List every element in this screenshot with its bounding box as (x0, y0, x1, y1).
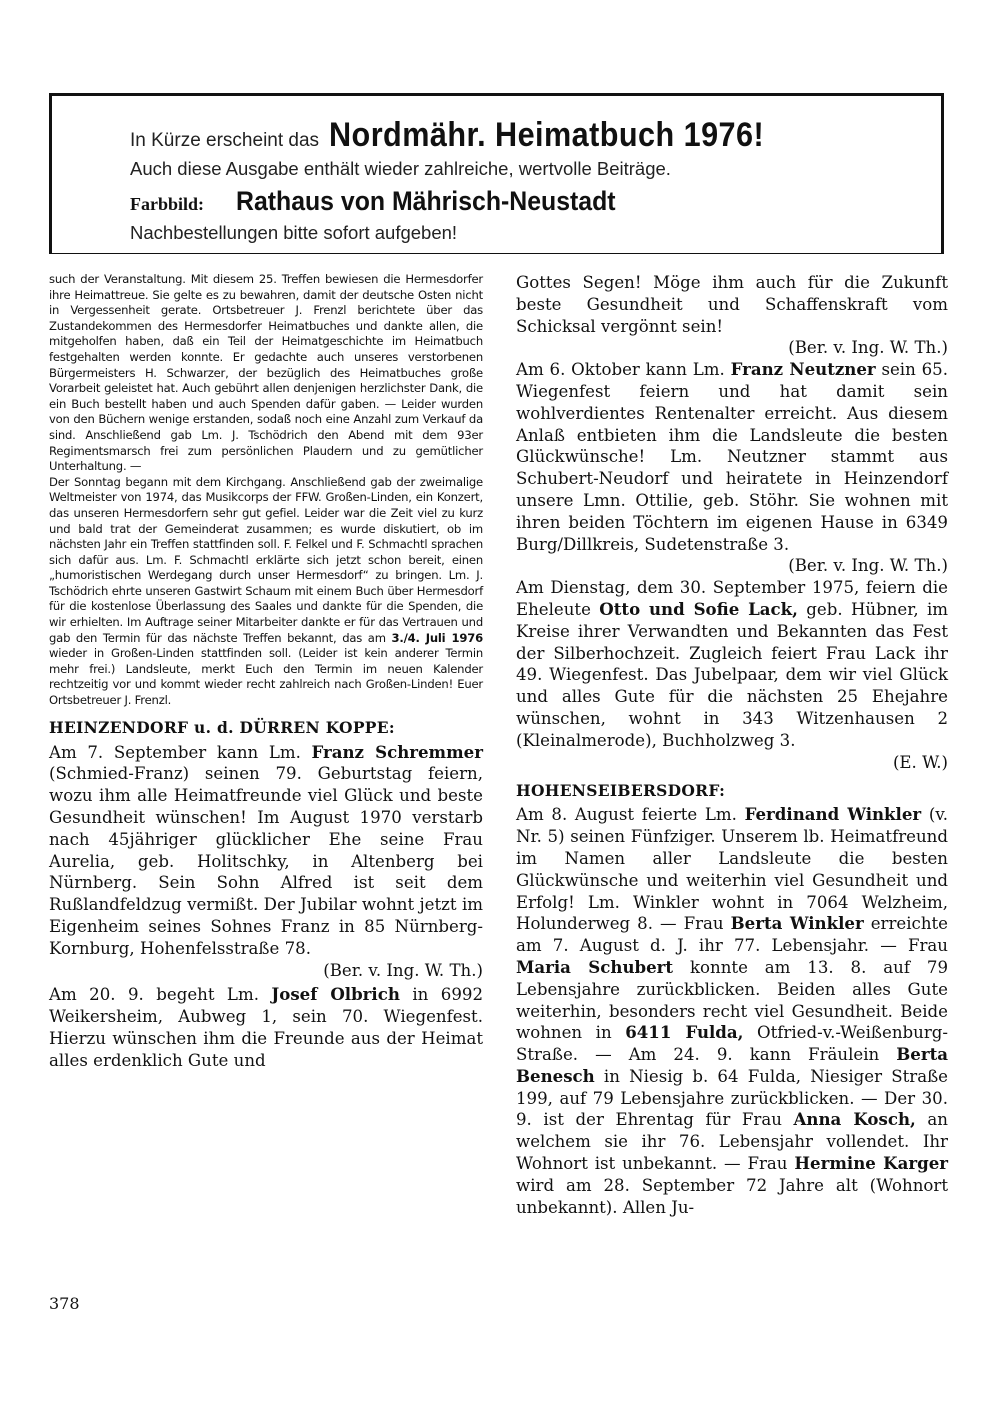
hermesdorf-report (49, 272, 483, 709)
left-column (49, 272, 483, 1072)
text-run: Otfried-v.-Weißenburg-Straße. — Am 24. 9. kann Fräulein (516, 1023, 948, 1065)
person-name: Otto und Sofie Lack, (599, 598, 798, 619)
person-name: Franz Neutzner (730, 359, 876, 380)
text-run: konnte am 13. 8. auf 79 Lebensjahre zurückblicken. Beiden alles Gute weiterhin, besonders recht viel Gesundheit. Beide wohnen in (516, 957, 948, 1043)
meeting-date: 3./4. Juli 1976 (391, 630, 483, 645)
person-name: Maria Schubert (516, 956, 674, 977)
text-run: an welchem sie ihr 76. Lebensjahr vollendet. Ihr Wohnort ist unbekannt. — Frau (516, 1110, 948, 1174)
article-paragraph: such der Veranstaltung. Mit diesem 25. Treffen bewiesen die Hermesdorfer ihre Heimattreue. Sie gelte es zu bewahren, damit der deutsche Osten nicht in Vergessenheit gerate. Ortsbetreuer J. Frenzl berichtete über das Zustandekommen des Hermesdorfer Heimatbuches und dankte allen, die mitgeholfen haben, daß ein Teil der Heimatgeschichte im Heimatbuch festgehalten werden konnte. Er gedachte auch unseres verstorbenen Bürgermeisters H. Schwarzer, der bezüglich des Heimatbuches große Vorarbeit geleistet hat. Auch gebührt allen denjenigen herzlichster Dank, die ein Buch bestellt haben und auch Spenden dafür gaben. — Leider wurden von den Büchern wenige erstanden, sodaß noch eine Anzahl zum Verkauf da sind. Anschließend gab Lm. J. Tschödrich den Abend mit dem 93er Regimentsmarsch frei zum persönlichen Plaudern und zu gemütlicher Unterhaltung. — (49, 272, 483, 474)
person-name: Berta Benesch (516, 1044, 948, 1086)
person-name: Hermine Karger (794, 1153, 948, 1174)
birthday-announcements (516, 272, 948, 773)
text-run: Am 6. Oktober kann Lm. (516, 360, 725, 380)
person-name: Ferdinand Winkler (744, 804, 922, 825)
article-paragraph (516, 804, 948, 1218)
person-name: Anna Kosch, (793, 1109, 916, 1130)
article-paragraph (49, 475, 483, 709)
text-run: wieder in Großen-Linden stattfinden soll. (Leider ist kein anderer Termin mehr frei.) Landsleute, merkt Euch den Termin im neuen Kalender rechtzeitig vor und kommt wieder recht zahlreich nach Großen-Linden! Euer Ortsbetreuer J. Frenzl. (49, 646, 483, 708)
text-run: sein 65. Wiegenfest feiern und hat damit sein wohlverdientes Rentenalter erreicht. Aus diesem Anlaß entbieten ihm die Landsleute die besten Glückwünsche! Lm. Neutzner stammt aus Schubert-Neudorf und heiratete in Heinzendorf unsere Lmn. Ottilie, geb. Stöhr. Sie wohnen mit ihren beiden Töchtern im eigenen Hause in 6349 Burg/Dillkreis, Sudetenstraße 3. (516, 360, 948, 554)
text-run: Am Dienstag, dem 30. September 1975, feiern die Eheleute (516, 578, 948, 619)
text-run: Am 20. 9. begeht Lm. (49, 985, 259, 1005)
ad-reorder-note: Nachbestellungen bitte sofort aufgeben! (130, 222, 458, 243)
report-credit: (E. W.) (892, 752, 948, 772)
text-run: erreichte am 7. August d. J. ihr 77. Lebensjahr. — Frau (516, 914, 948, 956)
address: 6411 Fulda, (625, 1022, 744, 1043)
book-advertisement-box (49, 93, 944, 253)
article-paragraph (49, 742, 483, 960)
text-run: in Niesig b. 64 Fulda, Niesiger Straße 199, auf 79 Lebensjahre zurückblicken. — Der 30. 9. ist der Ehrentag für Frau (516, 1066, 948, 1130)
ad-color-image-title: Rathaus von Mährisch-Neustadt (236, 186, 616, 216)
ad-headline-row (130, 116, 813, 155)
text-run: in 6992 Weikersheim, Aubweg 1, sein 70. Wiegenfest. Hierzu wünschen ihm die Freunde aus der Heimat alles erdenklich Gute und (49, 985, 484, 1070)
person-name: Franz Schremmer (311, 741, 483, 762)
section-heading-heinzendorf: HEINZENDORF u. d. DÜRREN KOPPE: (49, 717, 395, 737)
article-paragraph (516, 577, 948, 751)
text-run: Am 7. September kann Lm. (49, 742, 301, 762)
right-column (516, 272, 948, 1218)
person-name: Berta Winkler (730, 913, 864, 934)
text-run: Der Sonntag begann mit dem Kirchgang. Anschließend gab der zweimalige Weltmeister von 1974, das Musikcorps der FFW. Großen-Linden, ein Konzert, das unseren Hermesdorfern sehr gut gefiel. Leider war die Zeit viel zu kurz und bald trat der Gemeinderat zusammen; es wurde diskutiert, ob im nächsten Jahr ein Treffen stattfinden soll. F. Felkel und F. Schmachtl sprachen sich dafür aus. Lm. F. Schmachtl erklärte sich jetzt schon bereit, einen „humoristischen Werdegang durch unser Hermesdorf“ zu bringen. Lm. J. Tschödrich ehrte unseren Gastwirt Schaum mit einem Buch über Hermesdorf für die kostenlose Überlassung des Saales und dankte für die Spenden, die wir erhielten. Im Auftrage seiner Mitarbeiter dankte er für das Vertrauen und gab den Termin für das nächste Treffen bekannt, das am (49, 474, 483, 645)
article-paragraph: Gottes Segen! Möge ihm auch für die Zukunft beste Gesundheit und Schaffenskraft vom Schicksal vergönnt sein! (516, 273, 948, 336)
page-number: 378 (49, 1294, 80, 1313)
ad-book-title: Nordmähr. Heimatbuch 1976! (329, 116, 765, 154)
text-run: wird am 28. September 72 Jahre alt (Wohnort unbekannt). Allen Ju- (516, 1175, 948, 1217)
article-paragraph (49, 984, 483, 1071)
report-credit: (Ber. v. Ing. W. Th.) (788, 338, 948, 358)
ad-color-image-row (130, 186, 649, 217)
ad-description: Auch diese Ausgabe enthält wieder zahlreiche, wertvolle Beiträge. (130, 158, 671, 179)
text-run: geb. Hübner, im Kreise ihrer Verwandten und Bekannten das Fest der Silberhochzeit. Zugleich feiert Frau Lack ihr 49. Wiegenfest. Das Jubelpaar, dem wir viel Glück und alles Gute für die nächsten 25 Ehejahre wünschen, wohnt in 343 Witzenhausen 2 (Kleinalmerode), Buchholzweg 3. (516, 599, 949, 750)
section-heading-hohenseibersdorf: HOHENSEIBERSDORF: (516, 781, 726, 801)
ad-bottom-rule (49, 253, 944, 254)
text-run: (v. Nr. 5) seinen Fünfziger. Unserem lb. Heimatfreund im Namen aller Landsleute die besten Glückwünsche und weiterhin viel Gesundheit und Erfolg! Lm. Winkler wohnt in 7064 Welzheim, Holunderweg 8. — Frau (516, 805, 948, 934)
person-name: Josef Olbrich (271, 984, 400, 1005)
hohenseibersdorf-section (516, 804, 948, 1218)
report-credit: (Ber. v. Ing. W. Th.) (788, 556, 948, 576)
ad-intro-text: In Kürze erscheint das (130, 130, 320, 151)
article-paragraph (516, 359, 948, 555)
text-run: Am 8. August feierte Lm. (516, 805, 737, 825)
report-credit: (Ber. v. Ing. W. Th.) (323, 960, 483, 980)
ad-color-image-label: Farbbild: (130, 194, 205, 214)
heinzendorf-section (49, 742, 483, 1072)
text-run: (Schmied-Franz) seinen 79. Geburtstag feiern, wozu ihm alle Heimatfreunde viel Glück und beste Gesundheit wünschen! Im August 1970 verstarb nach 45jähriger glücklicher Ehe seine Frau Aurelia, geb. Holitschky, in Altenberg bei Nürnberg. Sein Sohn Alfred ist seit dem Rußlandfeldzug vermißt. Der Jubilar wohnt jetzt im Eigenheim seines Sohnes Franz in 85 Nürnberg-Kornburg, Hohenfelsstraße 78. (49, 764, 483, 958)
